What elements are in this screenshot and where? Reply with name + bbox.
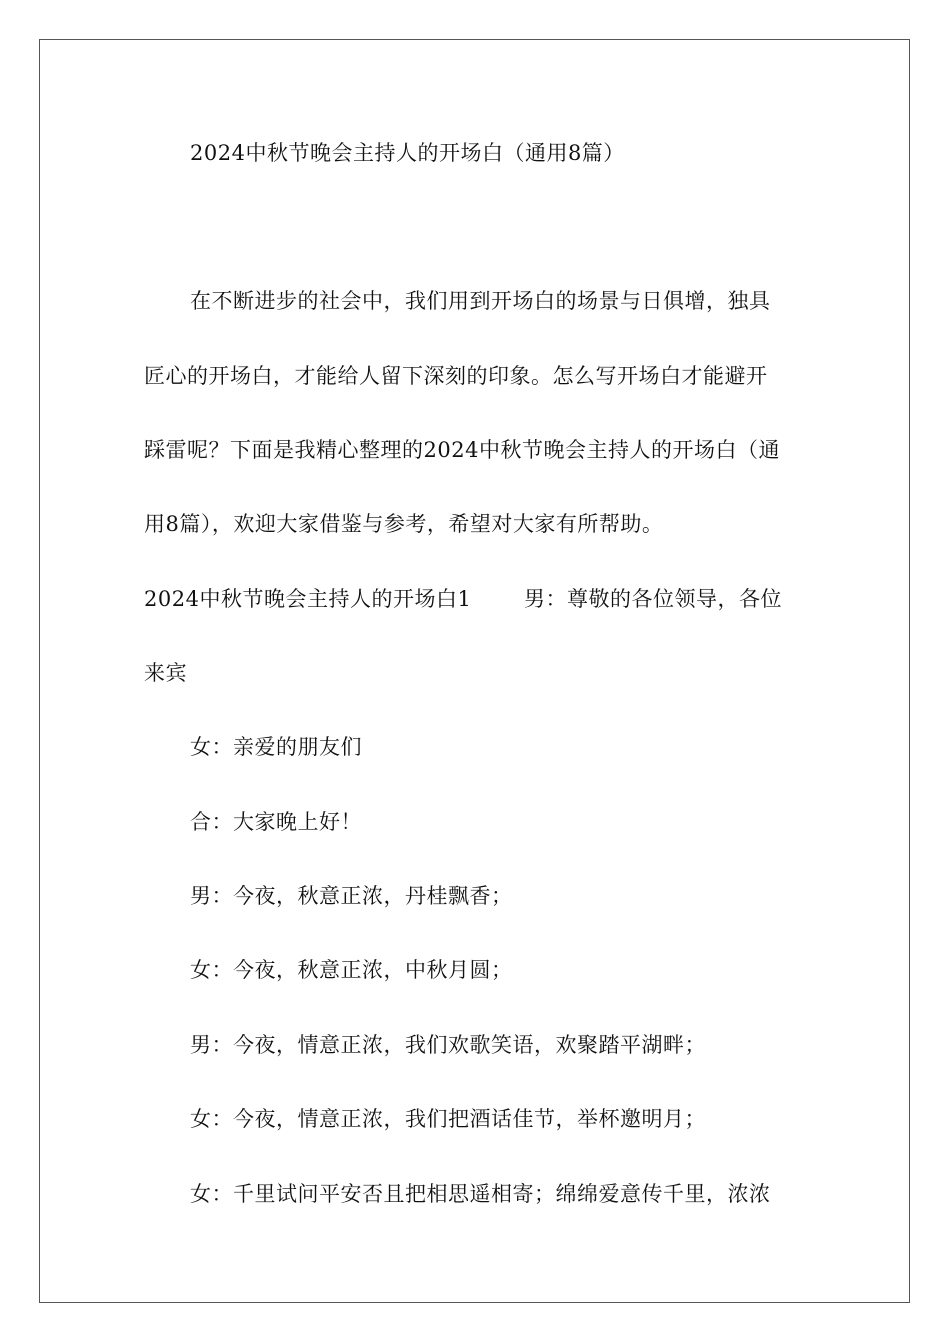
document-title: 2024中秋节晚会主持人的开场白（通用8篇） [190, 141, 625, 165]
script-line-1: 女：亲爱的朋友们 [190, 735, 362, 759]
script-line-5: 男：今夜，情意正浓，我们欢歌笑语，欢聚踏平湖畔； [190, 1033, 706, 1057]
script-line-7: 女：千里试问平安否且把相思遥相寄；绵绵爱意传千里，浓浓 [190, 1182, 771, 1206]
intro-line-2: 匠心的开场白，才能给人留下深刻的印象。怎么写开场白才能避开 [144, 364, 768, 388]
intro-line-3: 踩雷呢？下面是我精心整理的2024中秋节晚会主持人的开场白（通 [144, 438, 780, 462]
script-line-4: 女：今夜，秋意正浓，中秋月圆； [190, 958, 513, 982]
intro-line-1: 在不断进步的社会中，我们用到开场白的场景与日俱增，独具 [190, 289, 771, 313]
script-line-6: 女：今夜，情意正浓，我们把酒话佳节，举杯邀明月； [190, 1107, 706, 1131]
intro-line-4: 用8篇），欢迎大家借鉴与参考，希望对大家有所帮助。 [144, 512, 664, 536]
section-first-line: 男：尊敬的各位领导，各位 [524, 587, 782, 611]
section-heading: 2024中秋节晚会主持人的开场白1 [144, 587, 472, 611]
script-line-2: 合：大家晚上好！ [190, 810, 362, 834]
section-first-line-wrap: 来宾 [144, 661, 187, 685]
script-line-3: 男：今夜，秋意正浓，丹桂飘香； [190, 884, 513, 908]
